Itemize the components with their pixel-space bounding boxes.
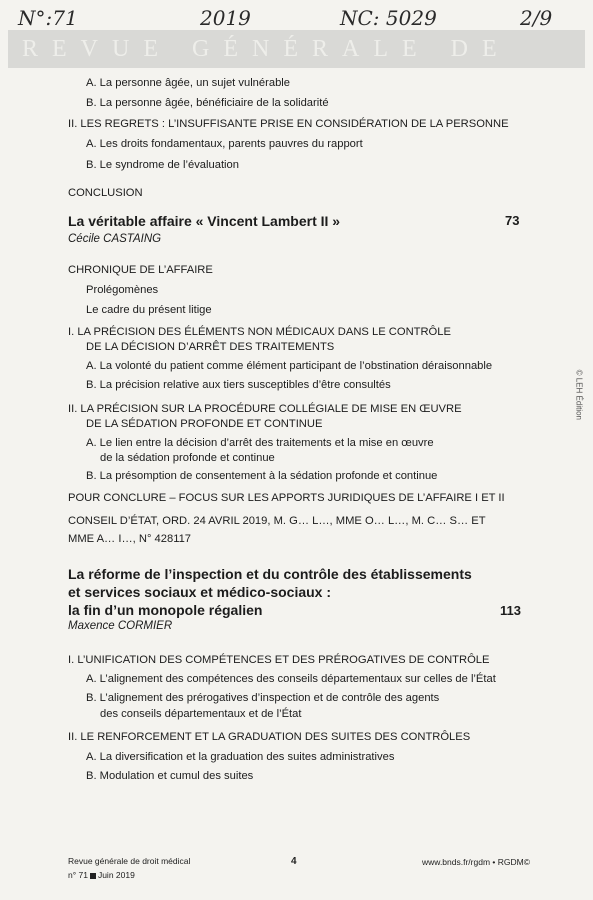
toc-line: Prolégomènes <box>86 284 159 296</box>
toc-line: DE LA SÉDATION PROFONDE ET CONTINUE <box>86 418 323 430</box>
footer-page-number: 4 <box>291 856 297 867</box>
toc-line: II. LES REGRETS : L’INSUFFISANTE PRISE EN CONSIDÉRATION DE LA PERSONNE <box>68 118 509 130</box>
toc-line: I. LA PRÉCISION DES ÉLÉMENTS NON MÉDICAUX DANS LE CONTRÔLE <box>68 326 451 338</box>
toc-line: A. La diversification et la graduation des suites administratives <box>86 751 395 763</box>
toc-line: B. Le syndrome de l’évaluation <box>86 159 239 171</box>
article-page-number: 73 <box>505 213 520 228</box>
toc-line: II. LE RENFORCEMENT ET LA GRADUATION DES SUITES DES CONTRÔLES <box>68 731 471 743</box>
copyright-side-note: © LEH Édition <box>574 369 583 420</box>
article-author: Maxence CORMIER <box>68 620 173 632</box>
journal-banner-text: REVUE GÉNÉRALE DE <box>22 36 511 62</box>
toc-line: B. La précision relative aux tiers susceptibles d’être consultés <box>86 379 391 391</box>
footer-issue-date: Juin 2019 <box>97 870 135 880</box>
article-title: La réforme de l’inspection et du contrôle des établissements <box>68 566 472 582</box>
toc-line: B. Modulation et cumul des suites <box>86 770 254 782</box>
footer-issue <box>68 870 135 880</box>
toc-line: Le cadre du présent litige <box>86 304 212 316</box>
footer-journal: Revue générale de droit médical <box>68 856 191 866</box>
toc-line: de la sédation profonde et continue <box>100 452 275 464</box>
toc-line: CHRONIQUE DE L’AFFAIRE <box>68 264 213 276</box>
toc-line: B. L’alignement des prérogatives d’inspection et de contrôle des agents <box>86 692 440 704</box>
toc-line: A. Le lien entre la décision d’arrêt des traitements et la mise en œuvre <box>86 437 434 449</box>
article-author: Cécile CASTAING <box>68 233 162 245</box>
toc-line: A. L’alignement des compétences des conseils départementaux sur celles de l’État <box>86 673 496 685</box>
toc-line: B. La présomption de consentement à la sédation profonde et continue <box>86 470 438 482</box>
article-title: et services sociaux et médico-sociaux : <box>68 584 332 600</box>
toc-line: MME A… I…, N° 428117 <box>68 533 192 545</box>
article-title: La véritable affaire « Vincent Lambert II » <box>68 213 341 229</box>
square-bullet-icon <box>90 873 96 879</box>
toc-line: B. La personne âgée, bénéficiaire de la solidarité <box>86 97 329 109</box>
handwritten-year: 2019 <box>200 6 251 30</box>
footer-issue-number: n° 71 <box>68 870 88 880</box>
handwritten-number: N°:71 <box>18 6 78 30</box>
toc-line: CONSEIL D’ÉTAT, ORD. 24 AVRIL 2019, M. G… L…, MME O… L…, M. C… S… ET <box>68 515 486 527</box>
toc-line: I. L’UNIFICATION DES COMPÉTENCES ET DES PRÉROGATIVES DE CONTRÔLE <box>68 654 490 666</box>
article-page-number: 113 <box>500 603 521 618</box>
toc-line: CONCLUSION <box>68 187 143 199</box>
article-title: la fin d’un monopole régalien <box>68 602 263 618</box>
toc-line: POUR CONCLURE – FOCUS SUR LES APPORTS JURIDIQUES DE L’AFFAIRE I ET II <box>68 492 505 504</box>
toc-line: A. La personne âgée, un sujet vulnérable <box>86 77 291 89</box>
footer-site: www.bnds.fr/rgdm • RGDM© <box>422 857 530 867</box>
toc-line: des conseils départementaux et de l’État <box>100 708 302 720</box>
toc-line: DE LA DÉCISION D’ARRÊT DES TRAITEMENTS <box>86 341 335 353</box>
handwritten-page: 2/9 <box>520 6 553 30</box>
toc-line: A. La volonté du patient comme élément participant de l’obstination déraisonnable <box>86 360 493 372</box>
toc-line: II. LA PRÉCISION SUR LA PROCÉDURE COLLÉGIALE DE MISE EN ŒUVRE <box>68 403 462 415</box>
handwritten-nc: NC: 5029 <box>340 6 437 30</box>
toc-line: A. Les droits fondamentaux, parents pauvres du rapport <box>86 138 363 150</box>
